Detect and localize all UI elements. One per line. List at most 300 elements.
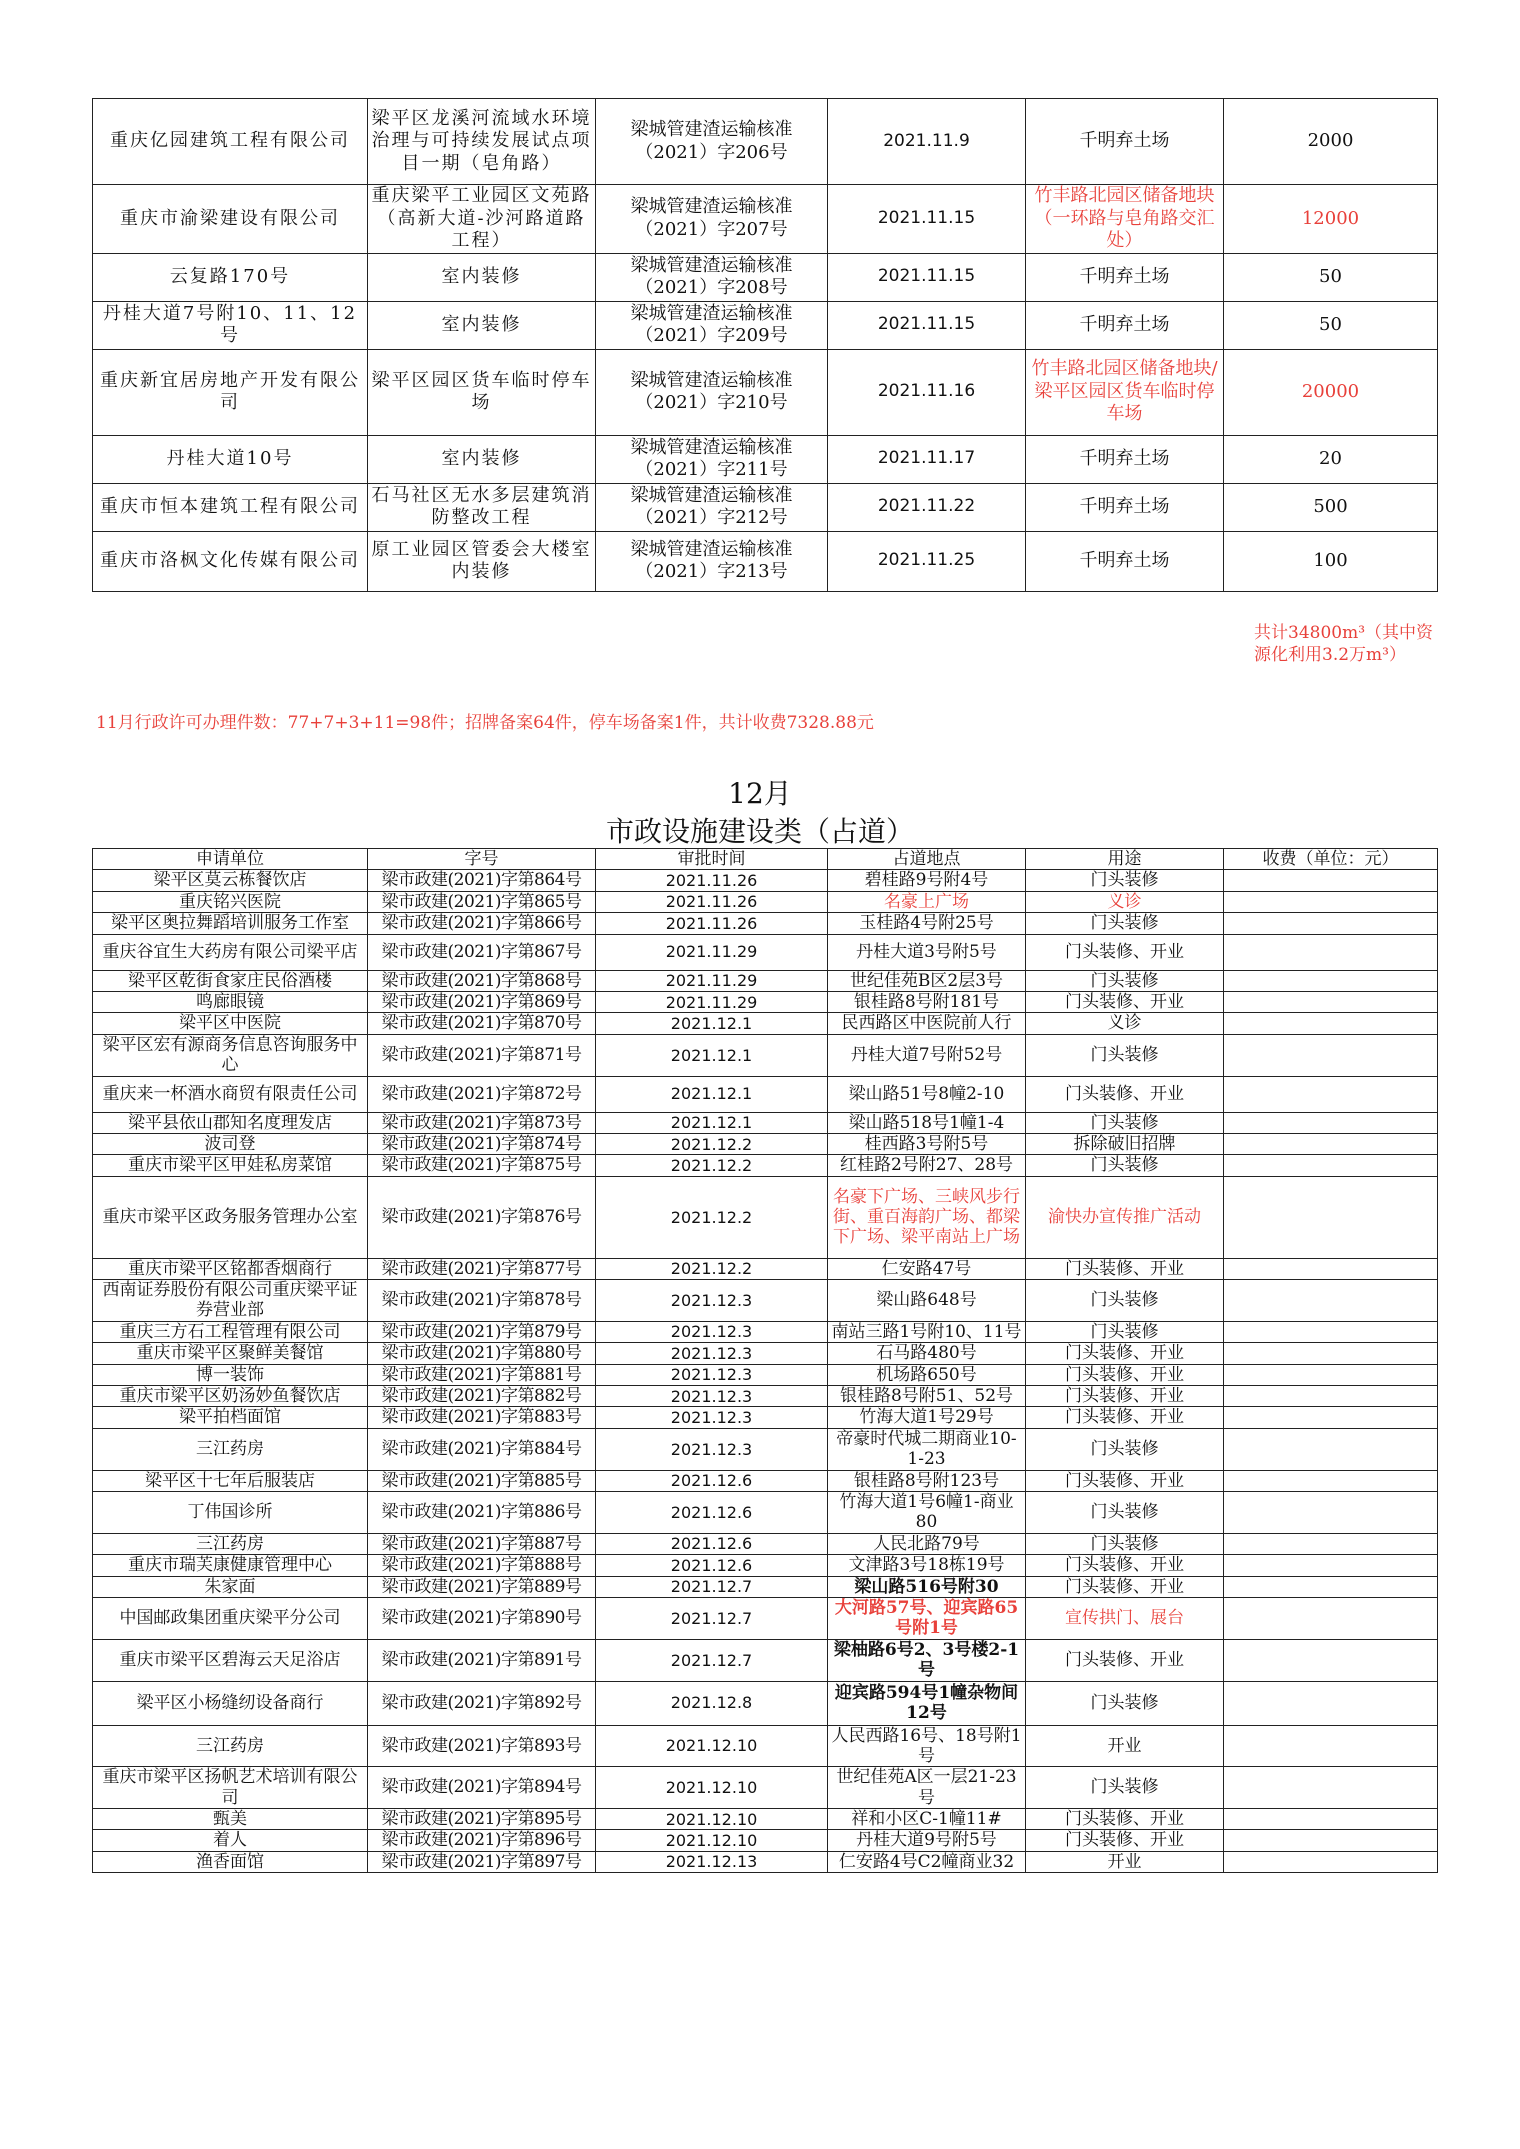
table-row [93,1470,1438,1491]
cell-date: 2021.12.1 [596,1112,828,1133]
cell-date: 2021.11.15 [828,253,1026,301]
cell-code: 梁市政建(2021)字第869号 [368,991,596,1012]
cell-permit: 梁城管建渣运输核准（2021）字207号 [596,185,828,254]
cell-unit: 中国邮政集团重庆梁平分公司 [93,1597,368,1639]
cell-place: 千明弃土场 [1026,301,1224,349]
cell-amount: 20000 [1224,349,1438,435]
cell-date: 2021.12.10 [596,1767,828,1809]
cell-code: 梁市政建(2021)字第891号 [368,1639,596,1681]
cell-unit: 重庆市梁平区政务服务管理办公室 [93,1176,368,1258]
table-row [93,1491,1438,1533]
cell-permit: 梁城管建渣运输核准（2021）字206号 [596,99,828,185]
cell-fee [1224,1851,1438,1872]
table-row [93,1407,1438,1428]
cell-place: 帝豪时代城二期商业10-1-23 [828,1428,1026,1470]
cell-date: 2021.12.8 [596,1681,828,1725]
cell-date: 2021.11.29 [596,991,828,1012]
cell-place: 竹丰路北园区储备地块/梁平区园区货车临时停车场 [1026,349,1224,435]
cell-place: 千明弃土场 [1026,99,1224,185]
cell-date: 2021.11.15 [828,301,1026,349]
cell-unit: 梁平区宏有源商务信息咨询服务中心 [93,1034,368,1076]
cell-fee [1224,1076,1438,1112]
cell-code: 梁市政建(2021)字第871号 [368,1034,596,1076]
cell-unit: 重庆市梁平区甲娃私房菜馆 [93,1155,368,1176]
cell-unit: 重庆市梁平区奶汤妙鱼餐饮店 [93,1386,368,1407]
cell-place: 竹海大道1号6幢1-商业80 [828,1491,1026,1533]
cell-code: 梁市政建(2021)字第873号 [368,1112,596,1133]
cell-fee [1224,970,1438,991]
cell-place: 祥和小区C-1幢11# [828,1809,1026,1830]
cell-use: 门头装修 [1026,1280,1224,1322]
table-row [93,913,1438,934]
table-row [93,1321,1438,1342]
cell-place: 桂西路3号附5号 [828,1133,1026,1154]
table-row [93,185,1438,254]
cell-place: 千明弃土场 [1026,531,1224,591]
cell-date: 2021.11.25 [828,531,1026,591]
cell-date: 2021.12.7 [596,1597,828,1639]
cell-project: 梁平区园区货车临时停车场 [368,349,596,435]
cell-date: 2021.12.1 [596,1013,828,1034]
table-row [93,99,1438,185]
table-row [93,1112,1438,1133]
cell-place: 人民西路16号、18号附1号 [828,1725,1026,1767]
cell-fee [1224,1155,1438,1176]
cell-unit: 梁平县依山郡知名度理发店 [93,1112,368,1133]
cell-place: 仁安路47号 [828,1258,1026,1279]
cell-fee [1224,1830,1438,1851]
cell-unit: 渔香面馆 [93,1851,368,1872]
cell-code: 梁市政建(2021)字第867号 [368,934,596,970]
cell-amount: 50 [1224,301,1438,349]
cell-unit: 重庆来一杯酒水商贸有限责任公司 [93,1076,368,1112]
cell-unit: 鸣廊眼镜 [93,991,368,1012]
cell-date: 2021.12.3 [596,1321,828,1342]
cell-fee [1224,1176,1438,1258]
cell-unit: 重庆谷宜生大药房有限公司梁平店 [93,934,368,970]
cell-amount: 2000 [1224,99,1438,185]
category-heading: 市政设施建设类（占道） [605,815,914,848]
cell-fee [1224,1034,1438,1076]
cell-date: 2021.12.6 [596,1533,828,1554]
cell-fee [1224,1112,1438,1133]
cell-code: 梁市政建(2021)字第882号 [368,1386,596,1407]
table-row [93,1533,1438,1554]
cell-amount: 20 [1224,435,1438,483]
cell-fee [1224,1013,1438,1034]
cell-place: 丹桂大道3号附5号 [828,934,1026,970]
cell-place: 梁柚路6号2、3号楼2-1号 [828,1639,1026,1681]
cell-unit: 云复路170号 [93,253,368,301]
cell-date: 2021.12.6 [596,1491,828,1533]
cell-use: 门头装修 [1026,1034,1224,1076]
cell-place: 红桂路2号附27、28号 [828,1155,1026,1176]
cell-code: 梁市政建(2021)字第889号 [368,1576,596,1597]
cell-code: 梁市政建(2021)字第888号 [368,1555,596,1576]
cell-unit: 重庆市洛枫文化传媒有限公司 [93,531,368,591]
cell-fee [1224,1133,1438,1154]
table-header-row [93,849,1438,870]
cell-unit: 丹桂大道7号附10、11、12号 [93,301,368,349]
cell-use: 门头装修、开业 [1026,1830,1224,1851]
november-permit-table [92,98,1438,592]
cell-fee [1224,1428,1438,1470]
cell-unit: 重庆市梁平区扬帆艺术培训有限公司 [93,1767,368,1809]
cell-date: 2021.12.6 [596,1470,828,1491]
cell-code: 梁市政建(2021)字第870号 [368,1013,596,1034]
table-row [93,1034,1438,1076]
cell-place: 文津路3号18栋19号 [828,1555,1026,1576]
cell-code: 梁市政建(2021)字第868号 [368,970,596,991]
cell-place: 名豪上广场 [828,891,1026,912]
cell-permit: 梁城管建渣运输核准（2021）字208号 [596,253,828,301]
cell-fee [1224,870,1438,891]
cell-place: 名豪下广场、三峡风步行街、重百海韵广场、都梁下广场、梁平南站上广场 [828,1176,1026,1258]
cell-place: 银桂路8号附123号 [828,1470,1026,1491]
cell-use: 开业 [1026,1851,1224,1872]
cell-unit: 博一装饰 [93,1364,368,1385]
cell-unit: 丹桂大道10号 [93,435,368,483]
cell-code: 梁市政建(2021)字第877号 [368,1258,596,1279]
table-row [93,1597,1438,1639]
cell-place: 梁山路518号1幢1-4 [828,1112,1026,1133]
header-place: 占道地点 [828,849,1026,870]
cell-code: 梁市政建(2021)字第883号 [368,1407,596,1428]
table-row [93,1013,1438,1034]
cell-unit: 梁平区十七年后服装店 [93,1470,368,1491]
cell-use: 开业 [1026,1725,1224,1767]
november-summary: 11月行政许可办理件数：77+7+3+11=98件；招牌备案64件，停车场备案1件，共计收费7328.88元 [96,713,874,733]
cell-use: 门头装修、开业 [1026,1576,1224,1597]
cell-use: 门头装修 [1026,1112,1224,1133]
cell-place: 碧桂路9号附4号 [828,870,1026,891]
cell-date: 2021.12.10 [596,1725,828,1767]
cell-unit: 重庆亿园建筑工程有限公司 [93,99,368,185]
table-row [93,349,1438,435]
cell-use: 门头装修、开业 [1026,934,1224,970]
cell-fee [1224,1767,1438,1809]
cell-unit: 重庆市梁平区聚鲜美餐馆 [93,1343,368,1364]
cell-code: 梁市政建(2021)字第866号 [368,913,596,934]
cell-code: 梁市政建(2021)字第876号 [368,1176,596,1258]
cell-date: 2021.12.1 [596,1034,828,1076]
table-row [93,1725,1438,1767]
cell-place: 梁山路51号8幢2-10 [828,1076,1026,1112]
cell-place: 迎宾路594号1幢杂物间12号 [828,1681,1026,1725]
cell-date: 2021.11.22 [828,483,1026,531]
cell-place: 机场路650号 [828,1364,1026,1385]
cell-fee [1224,1533,1438,1554]
cell-unit: 重庆市恒本建筑工程有限公司 [93,483,368,531]
cell-unit: 三江药房 [93,1725,368,1767]
cell-date: 2021.12.10 [596,1830,828,1851]
cell-use: 门头装修、开业 [1026,1343,1224,1364]
table-row [93,253,1438,301]
cell-place: 竹丰路北园区储备地块（一环路与皂角路交汇处） [1026,185,1224,254]
cell-code: 梁市政建(2021)字第893号 [368,1725,596,1767]
table-row [93,870,1438,891]
cell-fee [1224,1681,1438,1725]
cell-use: 门头装修 [1026,1321,1224,1342]
cell-use: 门头装修、开业 [1026,991,1224,1012]
table-row [93,531,1438,591]
cell-permit: 梁城管建渣运输核准（2021）字211号 [596,435,828,483]
cell-place: 千明弃土场 [1026,483,1224,531]
cell-amount: 50 [1224,253,1438,301]
cell-date: 2021.12.13 [596,1851,828,1872]
table-row [93,1155,1438,1176]
table-row [93,1639,1438,1681]
cell-place: 千明弃土场 [1026,253,1224,301]
cell-unit: 梁平区奥拉舞蹈培训服务工作室 [93,913,368,934]
cell-place: 梁山路516号附30 [828,1576,1026,1597]
cell-code: 梁市政建(2021)字第886号 [368,1491,596,1533]
cell-project: 原工业园区管委会大楼室内装修 [368,531,596,591]
cell-permit: 梁城管建渣运输核准（2021）字212号 [596,483,828,531]
cell-date: 2021.11.26 [596,913,828,934]
cell-fee [1224,1576,1438,1597]
cell-unit: 丁伟国诊所 [93,1491,368,1533]
cell-use: 门头装修、开业 [1026,1809,1224,1830]
cell-fee [1224,1386,1438,1407]
cell-date: 2021.11.9 [828,99,1026,185]
cell-unit: 甄美 [93,1809,368,1830]
table-row [93,1280,1438,1322]
table-row [93,1555,1438,1576]
cell-unit: 朱家面 [93,1576,368,1597]
cell-unit: 重庆三方石工程管理有限公司 [93,1321,368,1342]
table-row [93,1809,1438,1830]
cell-date: 2021.12.10 [596,1809,828,1830]
cell-date: 2021.12.7 [596,1639,828,1681]
cell-date: 2021.12.3 [596,1407,828,1428]
cell-fee [1224,1407,1438,1428]
cell-use: 门头装修 [1026,870,1224,891]
cell-place: 丹桂大道7号附52号 [828,1034,1026,1076]
cell-unit: 重庆新宜居房地产开发有限公司 [93,349,368,435]
cell-fee [1224,1555,1438,1576]
cell-place: 民西路区中医院前人行 [828,1013,1026,1034]
cell-use: 门头装修 [1026,1681,1224,1725]
cell-use: 门头装修、开业 [1026,1386,1224,1407]
cell-amount: 500 [1224,483,1438,531]
cell-fee [1224,1639,1438,1681]
cell-use: 门头装修 [1026,1767,1224,1809]
cell-code: 梁市政建(2021)字第897号 [368,1851,596,1872]
table-row [93,991,1438,1012]
cell-fee [1224,1343,1438,1364]
cell-date: 2021.11.26 [596,870,828,891]
cell-use: 拆除破旧招牌 [1026,1133,1224,1154]
cell-date: 2021.12.6 [596,1555,828,1576]
cell-use: 门头装修 [1026,1533,1224,1554]
cell-project: 石马社区无水多层建筑消防整改工程 [368,483,596,531]
table-row [93,1258,1438,1279]
cell-unit: 重庆市渝梁建设有限公司 [93,185,368,254]
cell-use: 门头装修、开业 [1026,1258,1224,1279]
table-row [93,1133,1438,1154]
cell-place: 竹海大道1号29号 [828,1407,1026,1428]
cell-unit: 重庆市梁平区铭都香烟商行 [93,1258,368,1279]
cell-project: 室内装修 [368,435,596,483]
cell-code: 梁市政建(2021)字第895号 [368,1809,596,1830]
cell-place: 千明弃土场 [1026,435,1224,483]
cell-code: 梁市政建(2021)字第884号 [368,1428,596,1470]
month-heading: 12月 [728,777,792,810]
cell-date: 2021.11.26 [596,891,828,912]
table-row [93,891,1438,912]
cell-place: 仁安路4号C2幢商业32 [828,1851,1026,1872]
cell-unit: 着人 [93,1830,368,1851]
cell-fee [1224,1491,1438,1533]
cell-date: 2021.11.17 [828,435,1026,483]
cell-unit: 重庆市瑞芙康健康管理中心 [93,1555,368,1576]
cell-unit: 梁平区小杨缝纫设备商行 [93,1681,368,1725]
cell-code: 梁市政建(2021)字第880号 [368,1343,596,1364]
cell-date: 2021.11.15 [828,185,1026,254]
cell-place: 银桂路8号附181号 [828,991,1026,1012]
cell-date: 2021.12.2 [596,1176,828,1258]
table-row [93,1830,1438,1851]
cell-use: 门头装修、开业 [1026,1639,1224,1681]
cell-fee [1224,1470,1438,1491]
cell-place: 石马路480号 [828,1343,1026,1364]
cell-date: 2021.11.29 [596,934,828,970]
cell-permit: 梁城管建渣运输核准（2021）字213号 [596,531,828,591]
cell-use: 门头装修、开业 [1026,1076,1224,1112]
cell-unit: 重庆市梁平区碧海云天足浴店 [93,1639,368,1681]
cell-code: 梁市政建(2021)字第875号 [368,1155,596,1176]
table-row [93,301,1438,349]
cell-place: 银桂路8号附51、52号 [828,1386,1026,1407]
cell-code: 梁市政建(2021)字第878号 [368,1280,596,1322]
cell-code: 梁市政建(2021)字第885号 [368,1470,596,1491]
cell-use: 宣传拱门、展台 [1026,1597,1224,1639]
table-row [93,1076,1438,1112]
cell-code: 梁市政建(2021)字第887号 [368,1533,596,1554]
cell-fee [1224,1258,1438,1279]
cell-fee [1224,1597,1438,1639]
cell-date: 2021.12.2 [596,1133,828,1154]
cell-amount: 12000 [1224,185,1438,254]
cell-code: 梁市政建(2021)字第879号 [368,1321,596,1342]
cell-place: 人民北路79号 [828,1533,1026,1554]
cell-fee [1224,1321,1438,1342]
cell-code: 梁市政建(2021)字第865号 [368,891,596,912]
table-row [93,1343,1438,1364]
cell-fee [1224,934,1438,970]
cell-fee [1224,1725,1438,1767]
cell-unit: 三江药房 [93,1533,368,1554]
cell-date: 2021.12.1 [596,1076,828,1112]
cell-permit: 梁城管建渣运输核准（2021）字210号 [596,349,828,435]
table-row [93,970,1438,991]
cell-use: 门头装修 [1026,1155,1224,1176]
cell-code: 梁市政建(2021)字第896号 [368,1830,596,1851]
cell-code: 梁市政建(2021)字第872号 [368,1076,596,1112]
cell-use: 门头装修、开业 [1026,1407,1224,1428]
cell-date: 2021.12.3 [596,1428,828,1470]
cell-code: 梁市政建(2021)字第892号 [368,1681,596,1725]
table-row [93,1767,1438,1809]
cell-fee [1224,991,1438,1012]
cell-date: 2021.12.3 [596,1343,828,1364]
total-note: 共计34800m³（其中资源化利用3.2万m³） [1254,623,1434,666]
cell-fee [1224,891,1438,912]
cell-unit: 西南证券股份有限公司重庆梁平证券营业部 [93,1280,368,1322]
header-use: 用途 [1026,849,1224,870]
cell-date: 2021.11.16 [828,349,1026,435]
header-date: 审批时间 [596,849,828,870]
cell-code: 梁市政建(2021)字第864号 [368,870,596,891]
cell-date: 2021.12.2 [596,1258,828,1279]
cell-unit: 梁平拍档面馆 [93,1407,368,1428]
table-row [93,1428,1438,1470]
cell-unit: 重庆铭兴医院 [93,891,368,912]
cell-place: 南站三路1号附10、11号 [828,1321,1026,1342]
cell-fee [1224,1280,1438,1322]
cell-code: 梁市政建(2021)字第890号 [368,1597,596,1639]
cell-date: 2021.12.3 [596,1386,828,1407]
table-row [93,934,1438,970]
cell-date: 2021.12.3 [596,1280,828,1322]
header-unit: 申请单位 [93,849,368,870]
cell-use: 门头装修 [1026,1428,1224,1470]
cell-project: 室内装修 [368,253,596,301]
cell-date: 2021.12.2 [596,1155,828,1176]
table-row [93,1576,1438,1597]
december-occupation-table [92,848,1438,1873]
cell-use: 渝快办宣传推广活动 [1026,1176,1224,1258]
cell-date: 2021.12.7 [596,1576,828,1597]
cell-unit: 波司登 [93,1133,368,1154]
cell-date: 2021.12.3 [596,1364,828,1385]
cell-use: 门头装修、开业 [1026,1364,1224,1385]
table-row [93,1176,1438,1258]
cell-use: 门头装修 [1026,913,1224,934]
cell-unit: 梁平区乾街食家庄民俗酒楼 [93,970,368,991]
table-row [93,1364,1438,1385]
cell-place: 梁山路648号 [828,1280,1026,1322]
cell-unit: 梁平区莫云栋餐饮店 [93,870,368,891]
cell-place: 丹桂大道9号附5号 [828,1830,1026,1851]
table-row [93,1681,1438,1725]
cell-use: 门头装修、开业 [1026,1470,1224,1491]
cell-project: 室内装修 [368,301,596,349]
header-code: 字号 [368,849,596,870]
cell-use: 门头装修、开业 [1026,1555,1224,1576]
cell-unit: 三江药房 [93,1428,368,1470]
cell-amount: 100 [1224,531,1438,591]
table-row [93,1851,1438,1872]
header-fee: 收费（单位：元） [1224,849,1438,870]
cell-project: 梁平区龙溪河流域水环境治理与可持续发展试点项目一期（皂角路） [368,99,596,185]
table-row [93,483,1438,531]
cell-use: 门头装修 [1026,1491,1224,1533]
cell-unit: 梁平区中医院 [93,1013,368,1034]
cell-code: 梁市政建(2021)字第874号 [368,1133,596,1154]
cell-project: 重庆梁平工业园区文苑路（高新大道-沙河路道路工程） [368,185,596,254]
cell-place: 世纪佳苑A区一层21-23号 [828,1767,1026,1809]
cell-place: 大河路57号、迎宾路65号附1号 [828,1597,1026,1639]
cell-use: 义诊 [1026,891,1224,912]
table-row [93,1386,1438,1407]
cell-fee [1224,1364,1438,1385]
cell-place: 玉桂路4号附25号 [828,913,1026,934]
table-row [93,435,1438,483]
cell-use: 义诊 [1026,1013,1224,1034]
cell-permit: 梁城管建渣运输核准（2021）字209号 [596,301,828,349]
